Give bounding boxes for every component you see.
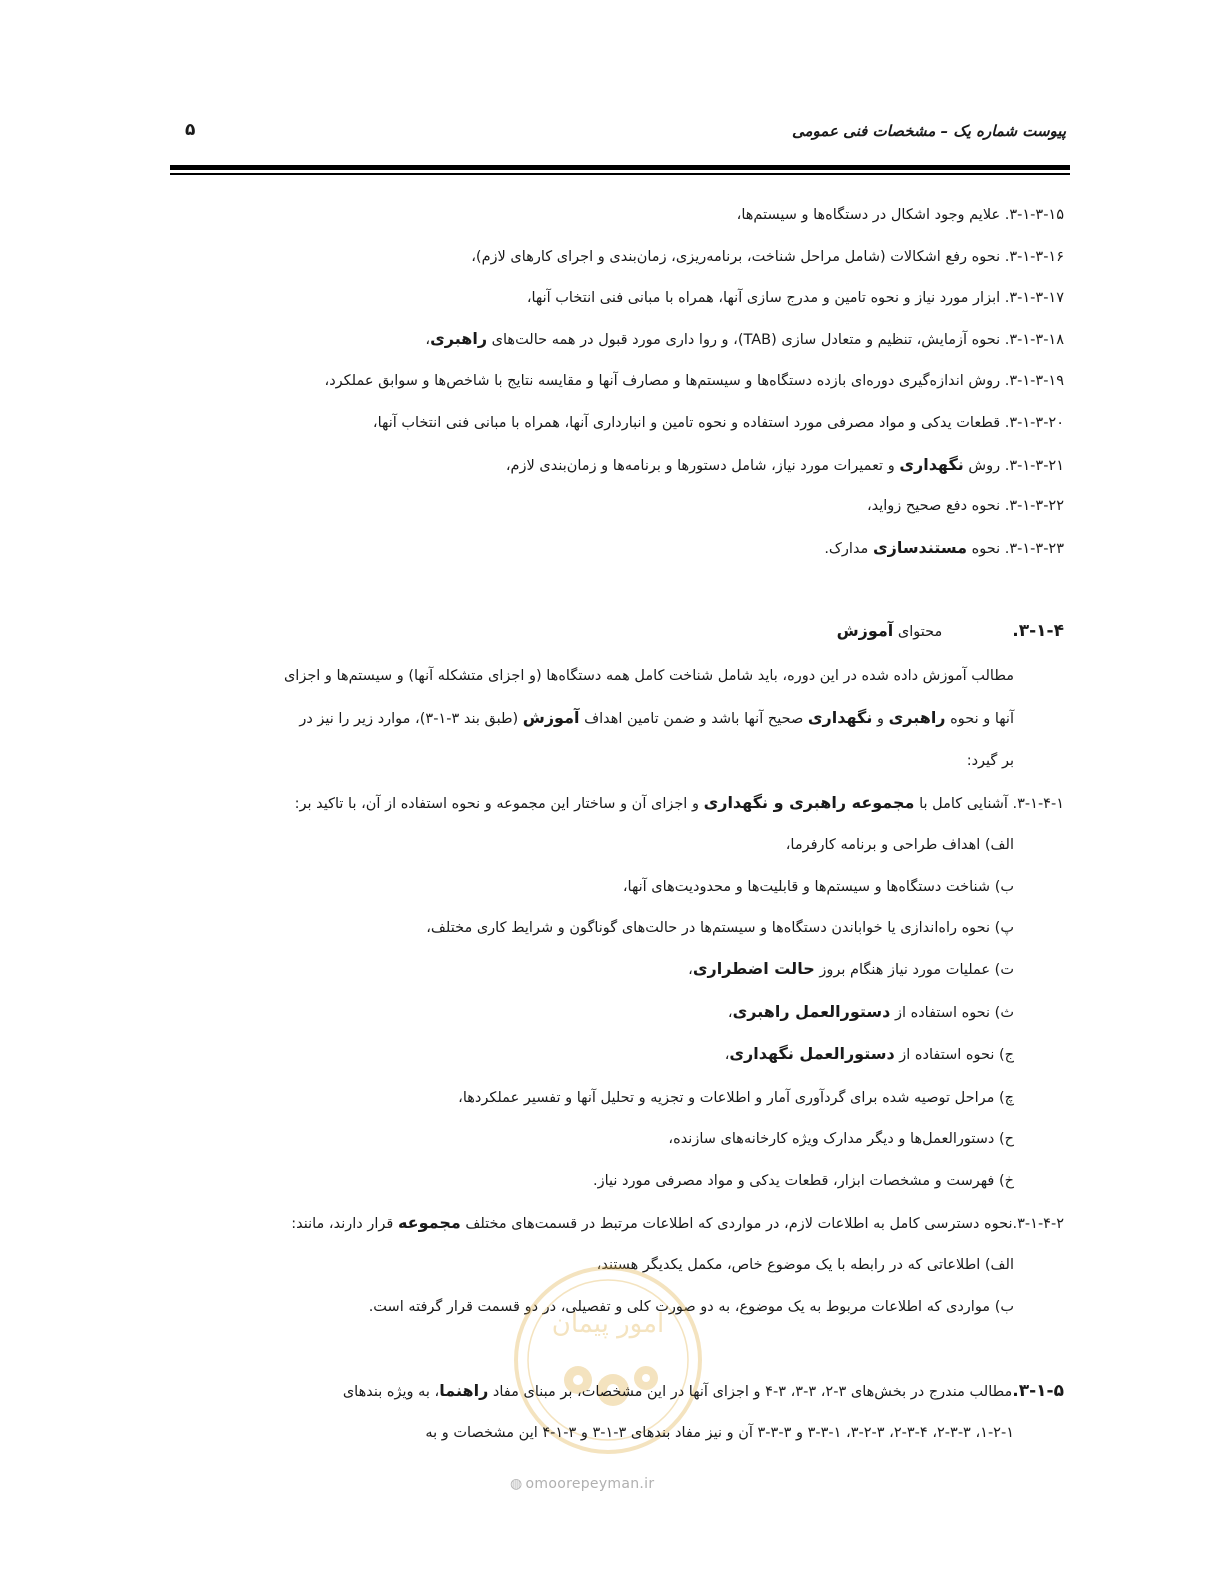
- sub-item-text: ج) نحوه استفاده از: [894, 1047, 1014, 1063]
- list-item-text: ۳-۱-۴-۲.نحوه دسترسی کامل به اطلاعات لازم، در مواردی که اطلاعات مرتبط در قسمت‌های مختلف: [460, 1216, 1064, 1232]
- sub-item-text: ح) دستورالعمل‌ها و دیگر مدارک ویژه کارخانه‌های سازنده،: [668, 1131, 1014, 1147]
- sub-item: [728, 1001, 1014, 1024]
- list-item: [737, 204, 1064, 226]
- paragraph-line: [967, 750, 1014, 772]
- paragraph-text: مطالب آموزش داده شده در این دوره، باید شامل شناخت کامل همه دستگاه‌ها (و اجزای متشکله آنها) و سیستم‌ها و اجزای: [283, 668, 1014, 684]
- paragraph-text: بر گیرد:: [966, 753, 1014, 769]
- section-title: محتوای: [893, 624, 943, 640]
- sub-item-text: ث) نحوه استفاده از: [890, 1005, 1014, 1021]
- list-item-bold: راهبری: [430, 329, 488, 348]
- section-number: ۳-۱-۵.: [1012, 1381, 1064, 1401]
- list-item: [506, 454, 1064, 477]
- section-title-bold: آموزش: [836, 621, 894, 640]
- paragraph-bold: آموزش: [522, 708, 580, 727]
- sub-item: [426, 917, 1014, 939]
- list-item-text: ۳-۱-۳-۱۶. نحوه رفع اشکالات (شامل مراحل شناخت، برنامه‌ریزی، زمان‌بندی و اجرای کارهای لازم)،: [471, 249, 1064, 265]
- footer-url: [510, 1476, 654, 1492]
- list-item-text: ۳-۱-۳-۱۵. علایم وجود اشکال در دستگاه‌ها و سیستم‌ها،: [736, 207, 1064, 223]
- list-item: [527, 287, 1064, 309]
- list-item-text: قرار دارند، مانند:: [291, 1216, 398, 1232]
- sub-item: [668, 1128, 1014, 1150]
- sub-item: [593, 1170, 1014, 1192]
- section-5-line: [343, 1380, 1064, 1403]
- list-item-bold: مجموعه: [397, 1213, 461, 1232]
- list-item-text: ،: [425, 332, 431, 348]
- section-5-line: [425, 1422, 1014, 1444]
- sub-item: [725, 1043, 1014, 1066]
- sub-item-bold: دستورالعمل راهبری: [732, 1002, 891, 1021]
- sub-item-text: الف) اطلاعاتی که در رابطه با یک موضوع خاص، مکمل یکدیگر هستند،: [596, 1257, 1014, 1273]
- paragraph-text: مطالب مندرج در بخش‌های ۳-۲، ۳-۳، ۳-۴ و اجزای آنها در این مشخصات، بر مبنای مفاد: [488, 1384, 1013, 1400]
- sub-item-bold: حالت اضطراری: [692, 959, 815, 978]
- sub-item-text: ،: [724, 1047, 730, 1063]
- sub-item: [458, 1087, 1014, 1109]
- list-item-text: ۳-۱-۴-۱. آشنایی کامل با: [914, 796, 1064, 812]
- sub-item-text: ت) عملیات مورد نیاز هنگام بروز: [814, 962, 1014, 978]
- list-item-bold: مجموعه راهبری و نگهداری: [703, 793, 915, 812]
- page-number: ۵: [185, 120, 196, 140]
- list-item-text: ۳-۱-۳-۲۰. قطعات یدکی و مواد مصرفی مورد استفاده و نحوه تامین و انبارداری آنها، همراه با مبانی فنی انتخاب آنها،: [372, 415, 1064, 431]
- list-item: [373, 412, 1064, 434]
- paragraph-bold: نگهداری: [807, 708, 873, 727]
- footer-url-text: omoorepeyman.ir: [525, 1476, 655, 1492]
- sub-item-bold: دستورالعمل نگهداری: [729, 1044, 895, 1063]
- watermark-text: امور پیمان: [551, 1309, 665, 1339]
- paragraph-bold: راهنما: [439, 1381, 489, 1400]
- list-item-text: ۳-۱-۳-۲۳. نحوه: [967, 541, 1064, 557]
- sub-item-text: ب) شناخت دستگاه‌ها و سیستم‌ها و قابلیت‌ها و محدودیت‌های آنها،: [622, 879, 1014, 895]
- sub-item-text: چ) مراحل توصیه شده برای گردآوری آمار و اطلاعات و تجزیه و تحلیل آنها و تفسیر عملکردها،: [458, 1090, 1014, 1106]
- section-number: ۳-۱-۴.: [1012, 621, 1064, 641]
- sub-item: [786, 834, 1014, 856]
- sub-item: [688, 958, 1014, 981]
- list-item: [867, 495, 1064, 517]
- header-rule-thin: [170, 173, 1070, 175]
- list-item-bold: مستندسازی: [872, 538, 968, 557]
- list-item-text: و اجزای آن و ساختار این مجموعه و نحوه استفاده از آن، با تاکید بر:: [294, 796, 704, 812]
- list-item: [325, 370, 1064, 392]
- sub-item-text: ،: [727, 1005, 733, 1021]
- list-item-text: مدارک.: [824, 541, 873, 557]
- header-rule-thick: [170, 165, 1070, 170]
- list-item-text: ۳-۱-۳-۱۷. ابزار مورد نیاز و نحوه تامین و مدرج سازی آنها، همراه با مبانی فنی انتخاب آنها،: [526, 290, 1064, 306]
- paragraph-text: صحیح آنها باشد و ضمن تامین اهداف: [579, 711, 808, 727]
- page-title: پیوست شماره یک – مشخصات فنی عمومی: [792, 122, 1066, 140]
- paragraph-line: [299, 707, 1014, 730]
- list-item: [425, 328, 1064, 351]
- list-item-bold: نگهداری: [899, 455, 964, 474]
- section-heading: [837, 620, 1064, 643]
- sub-item-text: ،: [688, 962, 693, 978]
- list-item: [295, 792, 1064, 815]
- list-item: [291, 1212, 1064, 1235]
- sub-item-text: خ) فهرست و مشخصات ابزار، قطعات یدکی و مواد مصرفی مورد نیاز.: [593, 1173, 1014, 1189]
- paragraph-text: ۱-۲-۱، ۲-۳-۳، ۲-۳-۴، ۳-۲-۳، ۳-۳-۱ و ۳-۳-۳ آن و نیز مفاد بندهای ۳-۱-۳ و ۳-۱-۴ این مشخصات و به: [425, 1425, 1014, 1441]
- sub-item-text: الف) اهداف طراحی و برنامه کارفرما،: [785, 837, 1014, 853]
- list-item-text: و تعمیرات مورد نیاز، شامل دستورها و برنامه‌ها و زمان‌بندی لازم،: [505, 458, 900, 474]
- sub-item: [623, 876, 1014, 898]
- paragraph-bold: راهبری: [888, 708, 946, 727]
- paragraph-line: [284, 665, 1014, 687]
- globe-icon: ◍: [510, 1476, 523, 1492]
- list-item-text: ۳-۱-۳-۱۹. روش اندازه‌گیری دوره‌ای بازده دستگاه‌ها و سیستم‌ها و مصارف آنها و مقایسه نتایج با شاخص‌ها و سوابق عملکرد،: [324, 373, 1064, 389]
- sub-item-text: ب) مواردی که اطلاعات مربوط به یک موضوع، به دو صورت کلی و تفصیلی، در دو قسمت قرار گرفته است.: [368, 1299, 1014, 1315]
- list-item-text: ۳-۱-۳-۲۲. نحوه دفع صحیح زواید،: [866, 498, 1064, 514]
- list-item: [471, 246, 1064, 268]
- sub-item-text: پ) نحوه راه‌اندازی یا خواباندن دستگاه‌ها و سیستم‌ها در حالت‌های گوناگون و شرایط کاری مختلف،: [426, 920, 1014, 936]
- paragraph-text: (طبق بند ۳-۱-۳)، موارد زیر را نیز در: [299, 711, 523, 727]
- paragraph-text: ، به ویژه بندهای: [342, 1384, 440, 1400]
- paragraph-text: آنها و نحوه: [945, 711, 1014, 727]
- paragraph-text: و: [872, 711, 889, 727]
- list-item-text: ۳-۱-۳-۲۱. روش: [963, 458, 1064, 474]
- list-item-text: ۳-۱-۳-۱۸. نحوه آزمایش، تنظیم و متعادل سازی (TAB)، و روا داری مورد قبول در همه حالت‌های: [487, 332, 1064, 348]
- list-item: [824, 537, 1064, 560]
